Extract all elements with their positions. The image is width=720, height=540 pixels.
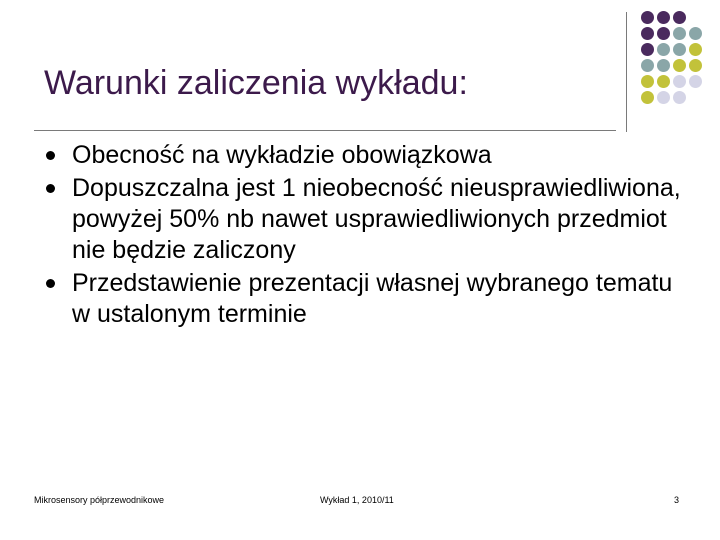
- decorative-dot: [657, 43, 670, 56]
- decorative-dot: [641, 75, 654, 88]
- decorative-dot: [657, 11, 670, 24]
- decorative-dot: [673, 43, 686, 56]
- decorative-dot: [641, 43, 654, 56]
- decorative-dot: [673, 27, 686, 40]
- decorative-dot: [689, 59, 702, 72]
- footer-lecture-info: Wykład 1, 2010/11: [320, 495, 394, 505]
- decorative-dot: [689, 27, 702, 40]
- decorative-dot: [657, 75, 670, 88]
- decorative-dot: [657, 59, 670, 72]
- bullet-text: Obecność na wykładzie obowiązkowa: [72, 141, 492, 169]
- decorative-dot: [641, 11, 654, 24]
- bullet-item: [46, 173, 686, 266]
- decorative-dot: [673, 91, 686, 104]
- decorative-dot: [673, 75, 686, 88]
- bullet-item: [46, 268, 686, 330]
- decorative-dot: [689, 43, 702, 56]
- bullet-dot-icon: [46, 279, 55, 288]
- bullet-dot-icon: [46, 151, 55, 160]
- footer-page-number: 3: [674, 495, 680, 505]
- footer-course-name: Mikrosensory półprzewodnikowe: [34, 495, 165, 505]
- slide-title: Warunki zaliczenia wykładu:: [44, 64, 468, 102]
- bullet-list: [46, 140, 686, 332]
- decorative-dot: [657, 27, 670, 40]
- decorative-dot: [689, 75, 702, 88]
- bullet-dot-icon: [46, 184, 55, 193]
- vertical-divider: [626, 12, 627, 132]
- bullet-item: [46, 140, 686, 171]
- decorative-dot: [641, 27, 654, 40]
- decorative-dot: [673, 11, 686, 24]
- bullet-text: Dopuszczalna jest 1 nieobecność nieusprawiedliwiona, powyżej 50% nb nawet usprawiedliwionych przedmiot nie będzie zaliczony: [72, 174, 681, 264]
- bullet-text: Przedstawienie prezentacji własnej wybranego tematu w ustalonym terminie: [72, 269, 673, 328]
- decorative-dot: [673, 59, 686, 72]
- decorative-dot: [641, 59, 654, 72]
- decorative-dot: [657, 91, 670, 104]
- title-underline: [34, 130, 616, 131]
- decorative-dot: [641, 91, 654, 104]
